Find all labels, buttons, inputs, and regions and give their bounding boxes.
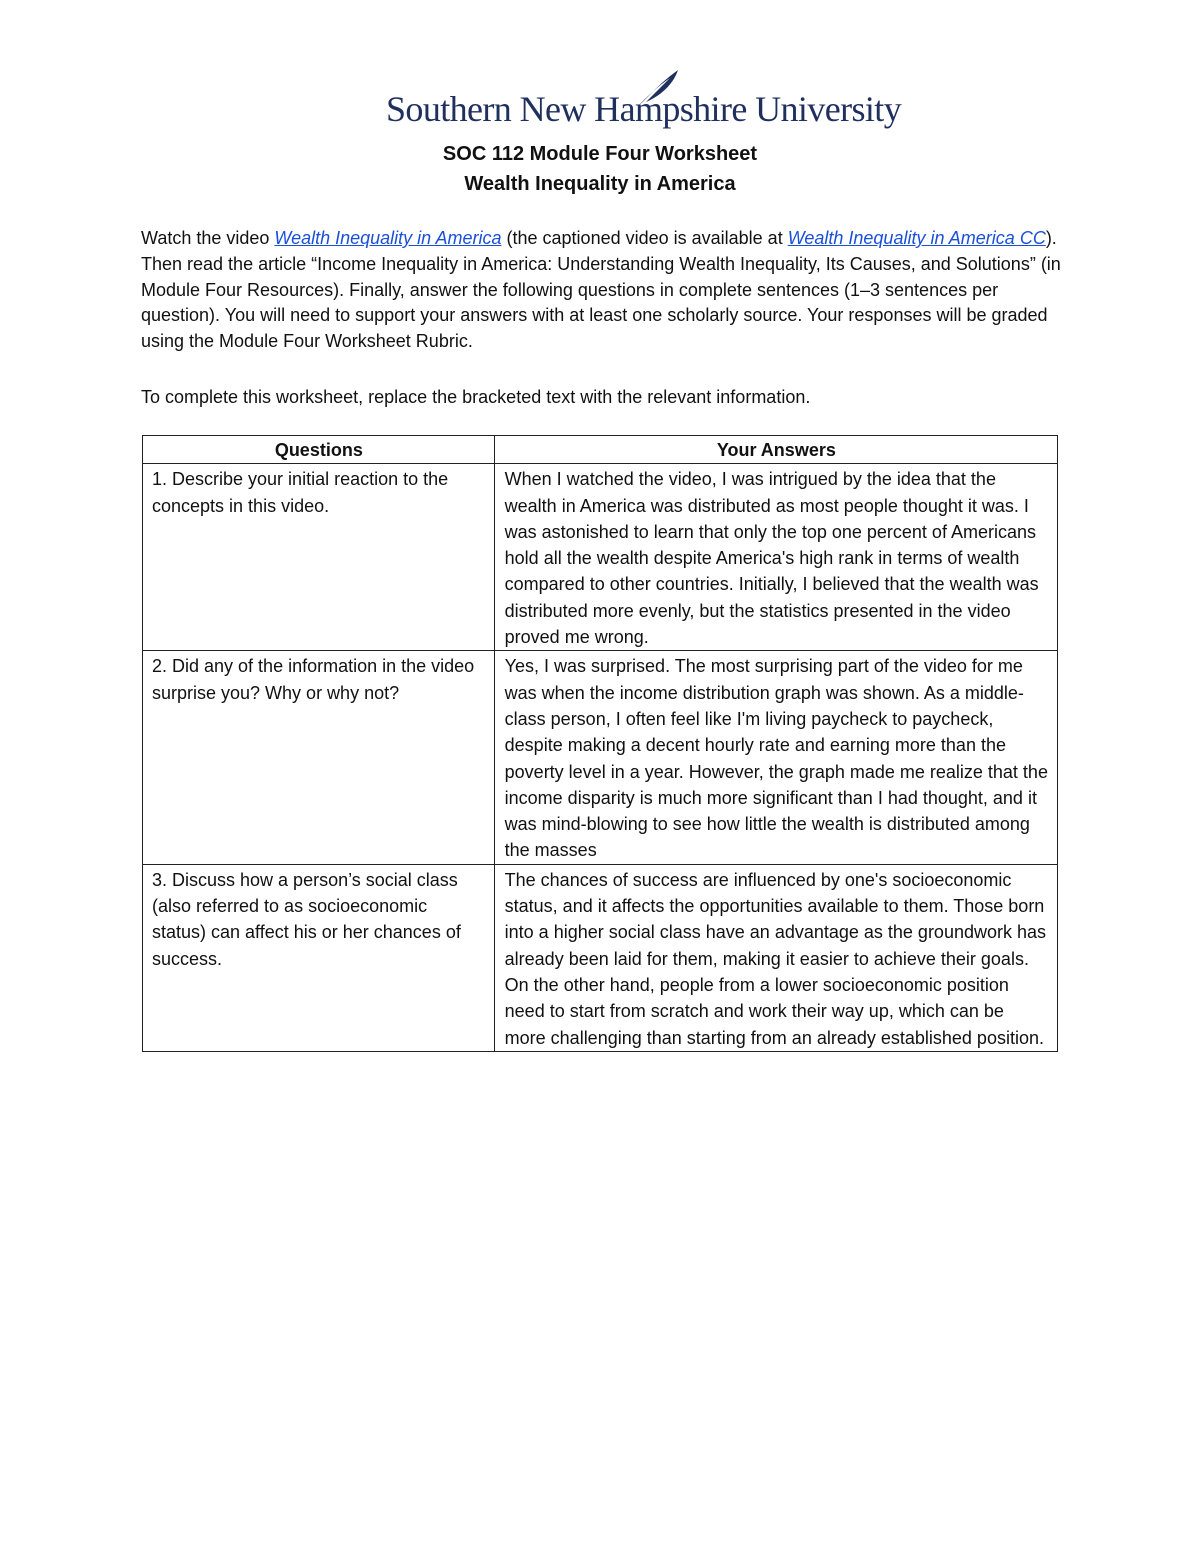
worksheet-subtitle: Wealth Inequality in America [464, 173, 736, 195]
question-cell: 3. Discuss how a person’s social class (also referred to as socioeconomic status) can affect his or her chances of success. [143, 864, 495, 1051]
captioned-video-link[interactable]: Wealth Inequality in America CC [787, 228, 1046, 248]
questions-header: Questions [143, 436, 495, 464]
question-cell: 1. Describe your initial reaction to the concepts in this video. [143, 464, 495, 651]
video-link[interactable]: Wealth Inequality in America [274, 228, 502, 248]
question-cell: 2. Did any of the information in the video surprise you? Why or why not? [143, 651, 495, 864]
intro-paragraph [141, 226, 1061, 355]
worksheet-title: SOC 112 Module Four Worksheet [442, 143, 758, 165]
university-logo [386, 68, 902, 136]
table-row [143, 464, 1058, 651]
table-row [143, 651, 1058, 864]
answer-cell[interactable]: The chances of success are influenced by one's socioeconomic status, and it affects the opportunities available to them. Those born into a higher social class have an advantage as the groundwork has already been laid for them, making it easier to achieve their goals. On the other hand, people from a lower socioeconomic position need to start from scratch and work their way up, which can be more challenging than starting from an already established position. [494, 864, 1057, 1051]
instruction-paragraph: To complete this worksheet, replace the bracketed text with the relevant information. [141, 387, 811, 407]
logo-text: Southern New Hampshire University [386, 89, 902, 129]
intro-text-end: ). Then read the article “Income Inequality in America: Understanding Wealth Inequality, Its Causes, and Solutions” (in Module Four Resources). Finally, answer the following questions in complete sentences (1–3 sentences per question). You will need to support your answers with at least one scholarly source. Your responses will be graded using the Module Four Worksheet Rubric. [141, 228, 1061, 352]
table-row [143, 864, 1058, 1051]
answer-cell[interactable]: When I watched the video, I was intrigued by the idea that the wealth in America was distributed as most people thought it was. I was astonished to learn that only the top one percent of Americans hold all the wealth despite America's high rank in terms of wealth compared to other countries. Initially, I believed that the wealth was distributed more evenly, but the statistics presented in the video proved me wrong. [494, 464, 1057, 651]
answers-header: Your Answers [494, 436, 1057, 464]
table-header-row [143, 436, 1058, 464]
questions-table [142, 435, 1058, 1052]
intro-text-middle: (the captioned video is available at [501, 228, 788, 248]
intro-text-start: Watch the video [141, 228, 275, 248]
leaf-icon [634, 68, 682, 108]
answer-cell[interactable]: Yes, I was surprised. The most surprising part of the video for me was when the income distribution graph was shown. As a middle-class person, I often feel like I'm living paycheck to paycheck, despite making a decent hourly rate and earning more than the poverty level in a year. However, the graph made me realize that the income disparity is much more significant than I had thought, and it was mind-blowing to see how little the wealth is distributed among the masses [494, 651, 1057, 864]
